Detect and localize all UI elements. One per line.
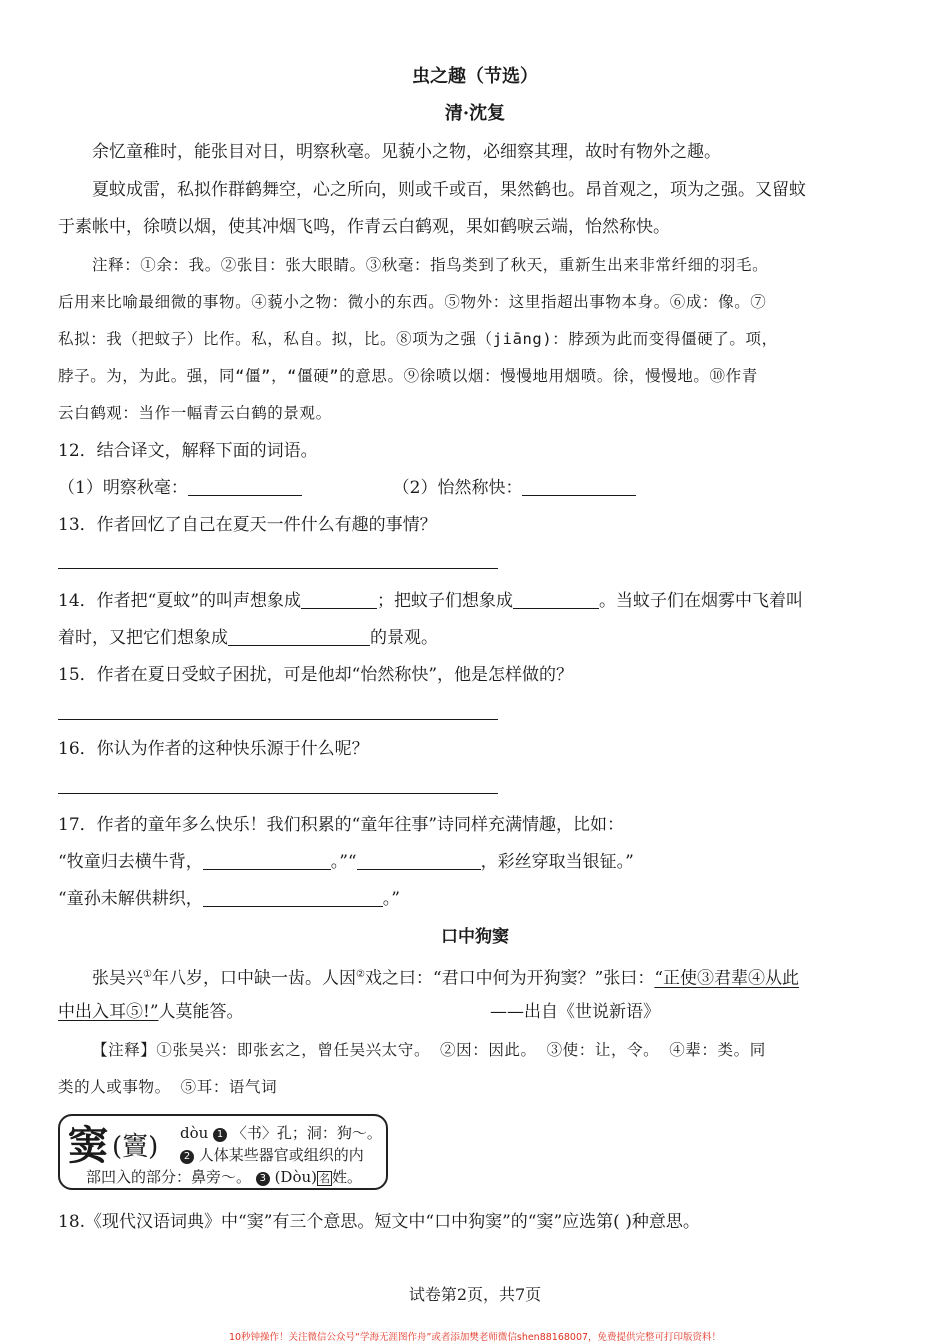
- dict-sense-2: 人体某些器官或组织的内: [198, 1146, 364, 1164]
- q17-blank-2[interactable]: [357, 851, 481, 870]
- q16-answer-line[interactable]: [58, 793, 498, 794]
- q14-text-a: 14．作者把“夏蚊”的叫声想象成: [58, 591, 302, 611]
- notes-line-5: 云白鹤观：当作一幅青云白鹤的景观。: [58, 404, 332, 422]
- dict-sense-number-1: 1: [213, 1128, 227, 1142]
- promo-banner: 10秒钟操作！关注微信公众号“学海无涯图作舟”或者添加樊老师微信shen88168007，免费提供完整可打印版资料！: [228, 1332, 722, 1343]
- question-17: 17．作者的童年多么快乐！我们积累的“童年往事”诗同样充满情趣，比如：: [58, 815, 625, 835]
- question-13: 13．作者回忆了自己在夏天一件什么有趣的事情？: [58, 515, 437, 535]
- q17-text-c: ，彩丝穿取当银钲。”: [480, 852, 634, 872]
- q12-item-2-blank[interactable]: [522, 477, 636, 496]
- dict-pinyin: dòu: [180, 1124, 209, 1142]
- q17-text-d: “童孙未解供耕织，: [58, 889, 203, 909]
- q17-text-b: 。”“: [330, 852, 357, 872]
- author-line: 清·沈复: [444, 103, 506, 124]
- notes2-line-2: 类的人或事物。 ⑤耳：语气词: [58, 1078, 278, 1096]
- story-source: ——出自《世说新语》: [490, 1002, 660, 1022]
- question-16: 16．你认为作者的这种快乐源于什么呢？: [58, 739, 369, 759]
- q14-blank-3[interactable]: [228, 627, 370, 646]
- notes-line-3: 私拟：我（把蚊子）比作。私，私自。拟，比。⑧项为之强（jiāng)：脖颈为此而变得僵硬了。项，: [58, 330, 778, 348]
- q14-text-e: 的景观。: [370, 628, 438, 648]
- notes-line-4: 脖子。为，为此。强，同“僵”，“僵硬”的意思。⑨徐喷以烟：慢慢地用烟喷。徐，慢慢地。⑩作青: [58, 367, 758, 385]
- dict-sense-2-cont: 部凹入的部分：鼻旁～。: [86, 1168, 252, 1186]
- q12-item-1-label: （1）明察秋毫：: [58, 478, 188, 498]
- question-15: 15．作者在夏日受蚊子困扰，可是他却“怡然称快”，他是怎样做的？: [58, 665, 574, 685]
- question-14-line-2: [58, 627, 892, 649]
- passage-paragraph-2a: 夏蚊成雷，私拟作群鹤舞空，心之所向，则或千或百，果然鹤也。昂首观之，项为之强。又留蚊: [92, 180, 806, 200]
- q14-text-d: 着时，又把它们想象成: [58, 628, 228, 648]
- story-text-a: 张吴兴: [92, 968, 143, 989]
- notes-line-1: 注释：①余：我。②张目：张大眼睛。③秋毫：指鸟类到了秋天，重新生出来非常纤细的羽毛。: [92, 256, 769, 274]
- dict-sense-number-2: 2: [180, 1150, 194, 1164]
- story-line-2: [58, 1001, 892, 1023]
- notes2-line-1: 【注释】①张吴兴：即张玄之，曾任吴兴太守。 ②因：因此。 ③使：让，令。 ④辈：类。同: [92, 1041, 766, 1059]
- notes-line-2: 后用来比喻最细微的事物。④藐小之物：微小的东西。⑤物外：这里指超出事物本身。⑥成：像。⑦: [58, 293, 767, 311]
- question-12-items: [58, 477, 892, 499]
- q14-blank-2[interactable]: [513, 590, 599, 609]
- passage-paragraph-2b: 于素帐中，徐喷以烟，使其冲烟飞鸣，作青云白鹤观，果如鹤唳云端，怡然称快。: [58, 217, 670, 237]
- page-title: 虫之趣（节选）: [412, 66, 538, 87]
- q17-text-a: “牧童归去横牛背，: [58, 852, 203, 872]
- passage-paragraph-1: 余忆童稚时，能张目对日，明察秋毫。见藐小之物，必细察其理，故时有物外之趣。: [92, 142, 721, 162]
- q17-text-e: 。”: [382, 889, 400, 909]
- question-12: 12．结合译文，解释下面的词语。: [58, 441, 318, 461]
- dict-sense-3: (Dòu): [274, 1168, 317, 1186]
- story-line-1: [58, 964, 892, 990]
- q14-blank-1[interactable]: [301, 590, 377, 609]
- story-underlined-1: “正使③君辈④从此: [654, 968, 800, 989]
- story-note-mark-2: ②: [355, 969, 365, 980]
- q13-answer-line[interactable]: [58, 568, 498, 569]
- dict-line-2: [180, 1144, 364, 1165]
- question-17-line-2: [58, 888, 892, 910]
- question-14-line-1: [58, 590, 892, 612]
- story-text-d: 人莫能答。: [158, 1002, 244, 1022]
- dict-sense-number-3: 3: [256, 1172, 270, 1186]
- dict-sense-1: 〈书〉孔；洞：狗～。: [231, 1124, 382, 1142]
- question-18: 18.《现代汉语词典》中“窦”有三个意思。短文中“口中狗窦”的“窦”应选第( )种意思。: [58, 1212, 700, 1232]
- dict-pos-tag: 名: [319, 1172, 330, 1185]
- q14-text-c: 。当蚊子们在烟雾中飞着叫: [599, 591, 804, 611]
- section-title-2: 口中狗窦: [441, 927, 509, 947]
- q12-item-1-blank[interactable]: [188, 477, 302, 496]
- dict-line-3: [86, 1166, 362, 1187]
- dictionary-entry: [58, 1114, 388, 1190]
- question-17-line-1: [58, 851, 892, 873]
- story-text-c: 戏之曰：“君口中何为开狗窦？”张曰：: [364, 968, 655, 989]
- story-text-b: 年八岁，口中缺一齿。人因: [151, 968, 356, 989]
- q17-blank-1[interactable]: [203, 851, 331, 870]
- story-note-mark-1: ①: [143, 969, 152, 980]
- dict-sense-3-cont: 姓。: [332, 1168, 363, 1186]
- story-underlined-2: 中出入耳⑤!”: [58, 1002, 159, 1022]
- page-footer: 试卷第2页，共7页: [408, 1285, 542, 1304]
- dict-traditional: (竇): [112, 1132, 159, 1162]
- dict-line-1: [180, 1122, 382, 1143]
- q12-item-2-label: （2）怡然称快：: [392, 478, 523, 498]
- q15-answer-line[interactable]: [58, 719, 498, 720]
- dict-headword: 窦: [68, 1122, 108, 1169]
- q17-blank-3[interactable]: [203, 888, 383, 907]
- q14-text-b: ；把蚊子们想象成: [377, 591, 514, 611]
